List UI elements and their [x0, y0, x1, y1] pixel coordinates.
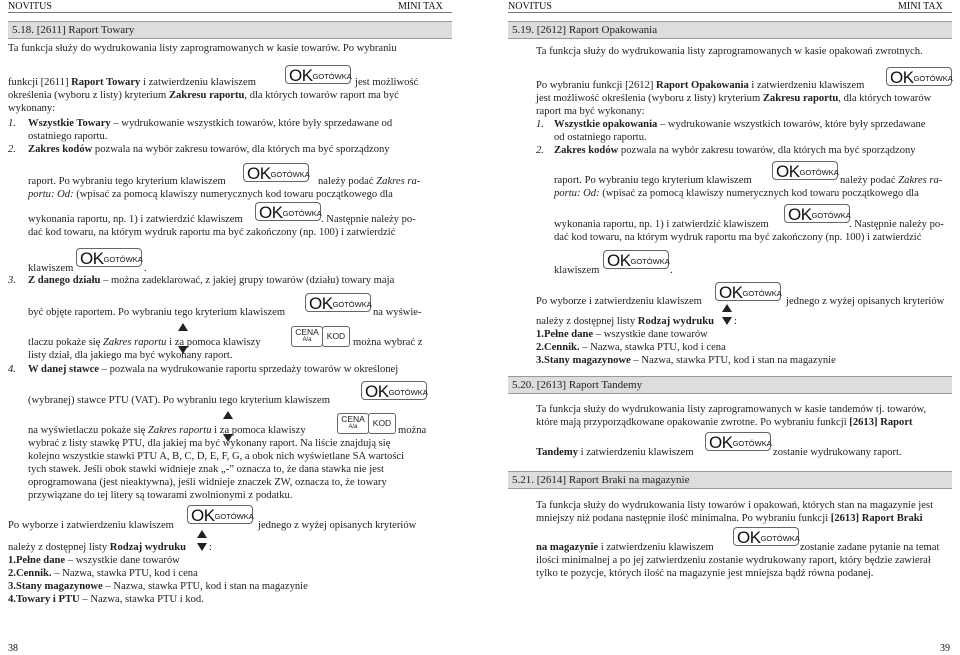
right-tandem-line-3: Tandemy i zatwierdzeniu klawiszem [536, 447, 694, 458]
section-title-5-18: 5.18. [2611] Raport Towary [8, 21, 452, 39]
right-range-line-4: dać kod towaru, na którym wydruk raportu ma być zakończony (np. 100) i zatwierdzić [554, 232, 922, 243]
right-option-3: 3.Stany magazynowe – Nazwa, stawka PTU, kod i stan na magazynie [536, 355, 836, 366]
right-range-line-1: raport. Po wybraniu tego kryterium klawiszem [554, 175, 752, 186]
section-title-5-19: 5.19. [2612] Raport Opakowania [508, 21, 952, 39]
left-range-line-3b: . Następnie należy po- [321, 214, 416, 225]
left-intro-line-4: wykonany: [8, 103, 56, 114]
left-intro-line-2a: funkcji [2611] Raport Towary i zatwierdzeniu klawiszem [8, 77, 256, 88]
left-vat-line-2: na wyświetlaczu pokaże się Zakres raportu i za pomoca klawiszy [28, 425, 306, 436]
right-choose-line-2: należy z dostępnej listy Rodzaj wydruku [536, 316, 715, 327]
right-tandem-line-1: Ta funkcja służy do wydrukowania listy zaprogramowanych w kasie tandemów tj. towarów, [536, 404, 927, 415]
left-item-4: W danej stawce – pozwala na wydrukowanie raportu sprzedaży towarów w określonej [28, 364, 399, 375]
right-range-line-2: portu: Od: (wpisać za pomocą klawiszy numerycznych kod towaru początkowego dla [554, 188, 919, 199]
right-intro-line-2: Po wybraniu funkcji [2612] Raport Opakowania i zatwierdzeniu klawiszem [536, 80, 865, 91]
right-range-line-5: klawiszem [554, 265, 600, 276]
left-dept-line-2b: można wybrać z [353, 337, 423, 348]
header-model-left: MINI TAX [398, 1, 443, 12]
arrow-up-icon [722, 304, 732, 312]
arrow-up-icon [197, 530, 207, 538]
ok-gotowka-key: OKGOTÓWKA [255, 202, 321, 221]
ok-gotowka-key: OKGOTÓWKA [76, 248, 142, 267]
left-item-1: Wszystkie Towary – wydrukowanie wszystkich towarów, które były sprzedawane od [28, 118, 393, 129]
left-vat-line-7: przywiązane do tej litery są towarami zwolnionymi z podatku. [28, 490, 293, 501]
left-range-line-1: raport. Po wybraniu tego kryterium klawiszem [28, 176, 226, 187]
right-choose-line-1b: jednego z wyżej opisanych kryteriów [786, 296, 945, 307]
ok-gotowka-key: OKGOTÓWKA [603, 250, 669, 269]
left-option-3: 3.Stany magazynowe – Nazwa, stawka PTU, kod i stan na magazynie [8, 581, 308, 592]
left-item-1-cont: ostatniego raportu. [28, 131, 108, 142]
ok-gotowka-key: OKGOTÓWKA [784, 204, 850, 223]
right-shortage-line-3b: zostanie zadane pytanie na temat [800, 542, 940, 553]
section-title-5-21: 5.21. [2614] Raport Braki na magazynie [508, 471, 952, 489]
right-range-line-3b: . Następnie należy po- [849, 219, 944, 230]
right-shortage-line-1: Ta funkcja służy do wydrukowania listy towarów i opakowań, których stan na magazynie jest [536, 500, 934, 511]
left-intro-line-2b: jest możliwość [355, 77, 419, 88]
header-rule-right [508, 12, 952, 13]
right-shortage-line-4: ilości minimalnej a po jej zatwierdzeniu zostanie wydrukowany raport, który będzie zawierał [536, 555, 931, 566]
right-item-1: Wszystkie opakowania – wydrukowanie wszystkich towarów, które były sprzedawane [554, 119, 926, 130]
section-title-5-20: 5.20. [2613] Raport Tandemy [508, 376, 952, 394]
left-item-2-number: 2. [8, 144, 16, 155]
left-dept-line-2: tlaczu pokaże się Zakres raportu i za pomoca klawiszy [28, 337, 261, 348]
left-option-2: 2.Cennik. – Nazwa, stawka PTU, kod i cena [8, 568, 198, 579]
left-choose-colon: : [209, 542, 212, 553]
left-item-3-number: 3. [8, 275, 16, 286]
header-rule-left [8, 12, 452, 13]
left-range-line-5: klawiszem [28, 263, 74, 274]
left-choose-line-1: Po wyborze i zatwierdzeniu klawiszem [8, 520, 174, 531]
ok-gotowka-key: OKGOTÓWKA [305, 293, 371, 312]
left-vat-line-4: kolejno wszystkie stawki PTU A, B, C, D, E, F, G, a obok nich wyświetlane SA wartości [28, 451, 405, 462]
ok-gotowka-key: OKGOTÓWKA [243, 163, 309, 182]
left-vat-line-5: tych stawek. Jeśli obok stawki widnieje znak „-” oznacza to, że dana stawka nie jest [28, 464, 384, 475]
right-item-1-number: 1. [536, 119, 544, 130]
header-model-right: MINI TAX [898, 1, 943, 12]
right-intro-line-1: Ta funkcja służy do wydrukowania listy zaprogramowanych w kasie opakowań zwrotnych. [536, 46, 923, 57]
arrow-up-icon [178, 323, 188, 331]
ok-gotowka-key: OKGOTÓWKA [361, 381, 427, 400]
ok-gotowka-key: OKGOTÓWKA [772, 161, 838, 180]
left-range-line-2: portu: Od: (wpisać za pomocą klawiszy numerycznych kod towaru początkowego dla [28, 189, 393, 200]
left-item-2: Zakres kodów pozwala na wybór zakresu towarów, dla których ma być sporządzony [28, 144, 390, 155]
right-shortage-line-5: tylko te pozycje, których ilość na magazynie jest mniejsza bądź równa podanej. [536, 568, 874, 579]
kod-key: KOD [322, 326, 350, 347]
right-tandem-line-3b: zostanie wydrukowany raport. [773, 447, 902, 458]
right-shortage-line-2: mniejszy niż podana następnie ilość minimalna. Po wybraniu funkcji [2613] Raport Braki [536, 513, 923, 524]
left-range-line-4: dać kod towaru, na którym wydruk raportu ma być zakończony (np. 100) i zatwierdzić [28, 227, 396, 238]
left-vat-line-1: (wybranej) stawce PTU (VAT). Po wybraniu tego kryterium klawiszem [28, 395, 330, 406]
cena-key: CENA A/a [337, 413, 369, 434]
page-number-left: 38 [8, 643, 18, 654]
right-choose-line-1: Po wyborze i zatwierdzeniu klawiszem [536, 296, 702, 307]
ok-gotowka-key: OKGOTÓWKA [733, 527, 799, 546]
left-item-4-number: 4. [8, 364, 16, 375]
left-option-4: 4.Towary i PTU – Nazwa, stawka PTU i kod. [8, 594, 204, 605]
right-item-1-cont: od ostatniego raportu. [554, 132, 647, 143]
left-item-3: Z danego działu – można zadeklarować, z jakiej grupy towarów (działu) towary maja [28, 275, 395, 286]
right-option-2: 2.Cennik. – Nazwa, stawka PTU, kod i cena [536, 342, 726, 353]
header-brand-right: NOVITUS [508, 1, 552, 12]
ok-gotowka-key: OKGOTÓWKA [285, 65, 351, 84]
left-range-line-3: wykonania raportu, np. 1) i zatwierdzić klawiszem [28, 214, 243, 225]
right-range-line-1b: należy podać Zakres ra- [840, 175, 943, 186]
left-intro-line-3: określenia (wyboru z listy) kryterium Zakresu raportu, dla których towarów raport ma być [8, 90, 399, 101]
right-intro-line-3: jest możliwość określenia (wyboru z listy) kryterium Zakresu raportu, dla których towarów [536, 93, 932, 104]
right-range-line-3: wykonania raportu, np. 1) i zatwierdzić klawiszem [554, 219, 769, 230]
right-shortage-line-3: na magazynie i zatwierdzeniu klawiszem [536, 542, 714, 553]
arrow-down-icon [722, 317, 732, 325]
ok-gotowka-key: OKGOTÓWKA [715, 282, 781, 301]
ok-gotowka-key: OKGOTÓWKA [886, 67, 952, 86]
left-intro-line-1: Ta funkcja służy do wydrukowania listy zaprogramowanych w kasie towarów. Po wybraniu [8, 43, 397, 54]
left-vat-line-2b: można [398, 425, 427, 436]
ok-gotowka-key: OKGOTÓWKA [705, 432, 771, 451]
left-vat-line-3: wybrać z listy stawkę PTU, dla jakiej ma być wykonany raport. Na liście znajdują się [28, 438, 391, 449]
cena-key: CENA A/a [291, 326, 323, 347]
left-range-line-5b: . [144, 263, 147, 274]
right-item-2-number: 2. [536, 145, 544, 156]
left-range-line-1b: należy podać Zakres ra- [318, 176, 421, 187]
arrow-up-icon [223, 411, 233, 419]
ok-gotowka-key: OKGOTÓWKA [187, 505, 253, 524]
right-option-1: 1.Pełne dane – wszystkie dane towarów [536, 329, 708, 340]
left-dept-line-1: być objęte raportem. Po wybraniu tego kryterium klawiszem [28, 307, 286, 318]
left-dept-line-1b: na wyświe- [373, 307, 422, 318]
kod-key: KOD [368, 413, 396, 434]
right-intro-line-4: raport ma być wykonany: [536, 106, 645, 117]
right-choose-colon: : [734, 316, 737, 327]
page-number-right: 39 [940, 643, 950, 654]
left-item-1-number: 1. [8, 118, 16, 129]
left-dept-line-3: listy dział, dla jakiego ma być wykonany raport. [28, 350, 233, 361]
arrow-down-icon [197, 543, 207, 551]
right-item-2: Zakres kodów pozwala na wybór zakresu towarów, dla których ma być sporządzony [554, 145, 916, 156]
left-choose-line-2: należy z dostępnej listy Rodzaj wydruku [8, 542, 187, 553]
left-option-1: 1.Pełne dane – wszystkie dane towarów [8, 555, 180, 566]
left-choose-line-1b: jednego z wyżej opisanych kryteriów [258, 520, 417, 531]
right-range-line-5b: . [670, 265, 673, 276]
left-vat-line-6: oprogramowana (jest nieaktywna), jeśli widnieje znaczek ZW, oznacza to, że towary [28, 477, 387, 488]
right-tandem-line-2: które mają przyporządkowane opakowanie zwrotne. Po wybraniu funkcji [2613] Raport [536, 417, 913, 428]
header-brand-left: NOVITUS [8, 1, 52, 12]
